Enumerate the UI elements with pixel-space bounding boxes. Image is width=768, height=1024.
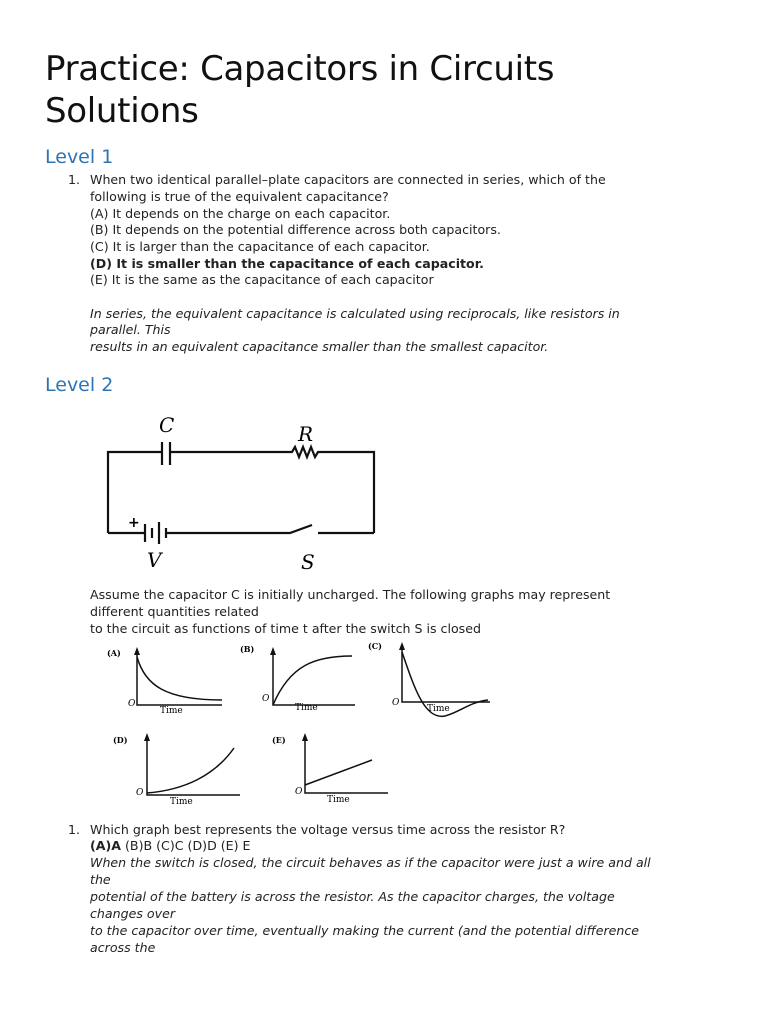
graph-e-origin: O: [295, 787, 303, 797]
level-2-question-stem: Which graph best represents the voltage versus time across the resistor R?: [90, 822, 566, 837]
graph-a-time: Time: [160, 706, 183, 716]
graph-a-label: (A): [107, 648, 121, 658]
graph-c-time: Time: [427, 704, 450, 714]
question-1-stem-line-1: When two identical parallel–plate capacitors are connected in series, which of the: [90, 172, 606, 187]
graph-e-curve: [305, 760, 372, 785]
explanation-line-1: In series, the equivalent capacitance is calculated using reciprocals, like resistors in: [90, 306, 620, 321]
graph-d-origin: O: [136, 788, 144, 798]
graph-b-curve: [273, 656, 352, 705]
title-line-2: Solutions: [45, 91, 199, 131]
question-1-stem-line-2: following is true of the equivalent capacitance?: [90, 189, 389, 204]
circuit-label-plus: +: [128, 515, 140, 531]
graph-d-time: Time: [170, 797, 193, 807]
circuit-label-s: S: [301, 550, 315, 574]
level-2-question-number: 1.: [68, 822, 81, 837]
graph-e-time: Time: [327, 795, 350, 805]
graph-d-curve: [147, 748, 234, 793]
answer-correct: (A)A: [90, 838, 122, 853]
circuit-label-r: R: [298, 422, 314, 446]
level-1-heading: Level 1: [45, 146, 114, 168]
graph-e-axes: [305, 736, 388, 793]
level-2-answer-line: [90, 838, 251, 855]
intro-line-1: Assume the capacitor C is initially uncharged. The following graphs may represent: [90, 587, 611, 602]
graph-a-axes: [137, 650, 222, 705]
graph-b-time: Time: [295, 703, 318, 713]
level-2-explanation-line-1: When the switch is closed, the circuit behaves as if the capacitor were just a wire and all: [90, 855, 651, 870]
graph-a-curve: [137, 657, 222, 700]
option-c: (C) It is larger than the capacitance of each capacitor.: [90, 239, 430, 254]
option-b: (B) It depends on the potential difference across both capacitors.: [90, 222, 501, 237]
graph-c-axes: [402, 645, 490, 702]
title-line-1: Practice: Capacitors in Circuits: [45, 49, 555, 89]
question-1-number: 1.: [68, 172, 81, 187]
graph-d-label: (D): [113, 735, 128, 745]
level-2-explanation-line-4: changes over: [90, 906, 175, 921]
graph-b-origin: O: [262, 694, 270, 704]
explanation-line-3: results in an equivalent capacitance smaller than the smallest capacitor.: [90, 339, 549, 354]
graph-a-origin: O: [128, 699, 136, 709]
intro-line-3: to the circuit as functions of time t after the switch S is closed: [90, 621, 481, 636]
option-e: (E) It is the same as the capacitance of each capacitor: [90, 272, 434, 287]
intro-line-2: different quantities related: [90, 604, 259, 619]
graph-d-axes: [147, 736, 240, 795]
option-d-correct: (D) It is smaller than the capacitance of each capacitor.: [90, 256, 484, 271]
circuit-label-c: C: [159, 413, 175, 437]
level-2-heading: Level 2: [45, 374, 114, 396]
graph-c-origin: O: [392, 698, 400, 708]
graph-b-label: (B): [240, 644, 255, 654]
level-2-explanation-line-3: potential of the battery is across the resistor. As the capacitor charges, the voltage: [90, 889, 615, 904]
graph-b-axes: [273, 650, 355, 705]
graph-c-label: (C): [368, 641, 382, 651]
option-a: (A) It depends on the charge on each capacitor.: [90, 206, 391, 221]
explanation-line-2: parallel. This: [90, 322, 171, 337]
level-2-explanation-line-5: to the capacitor over time, eventually making the current (and the potential difference: [90, 923, 640, 938]
level-2-explanation-line-2: the: [90, 872, 111, 887]
graph-e-label: (E): [272, 735, 286, 745]
level-2-explanation-line-6: across the: [90, 940, 156, 955]
circuit-label-v: V: [147, 548, 162, 572]
answer-other-options: (B)B (C)C (D)D (E) E: [121, 838, 251, 853]
